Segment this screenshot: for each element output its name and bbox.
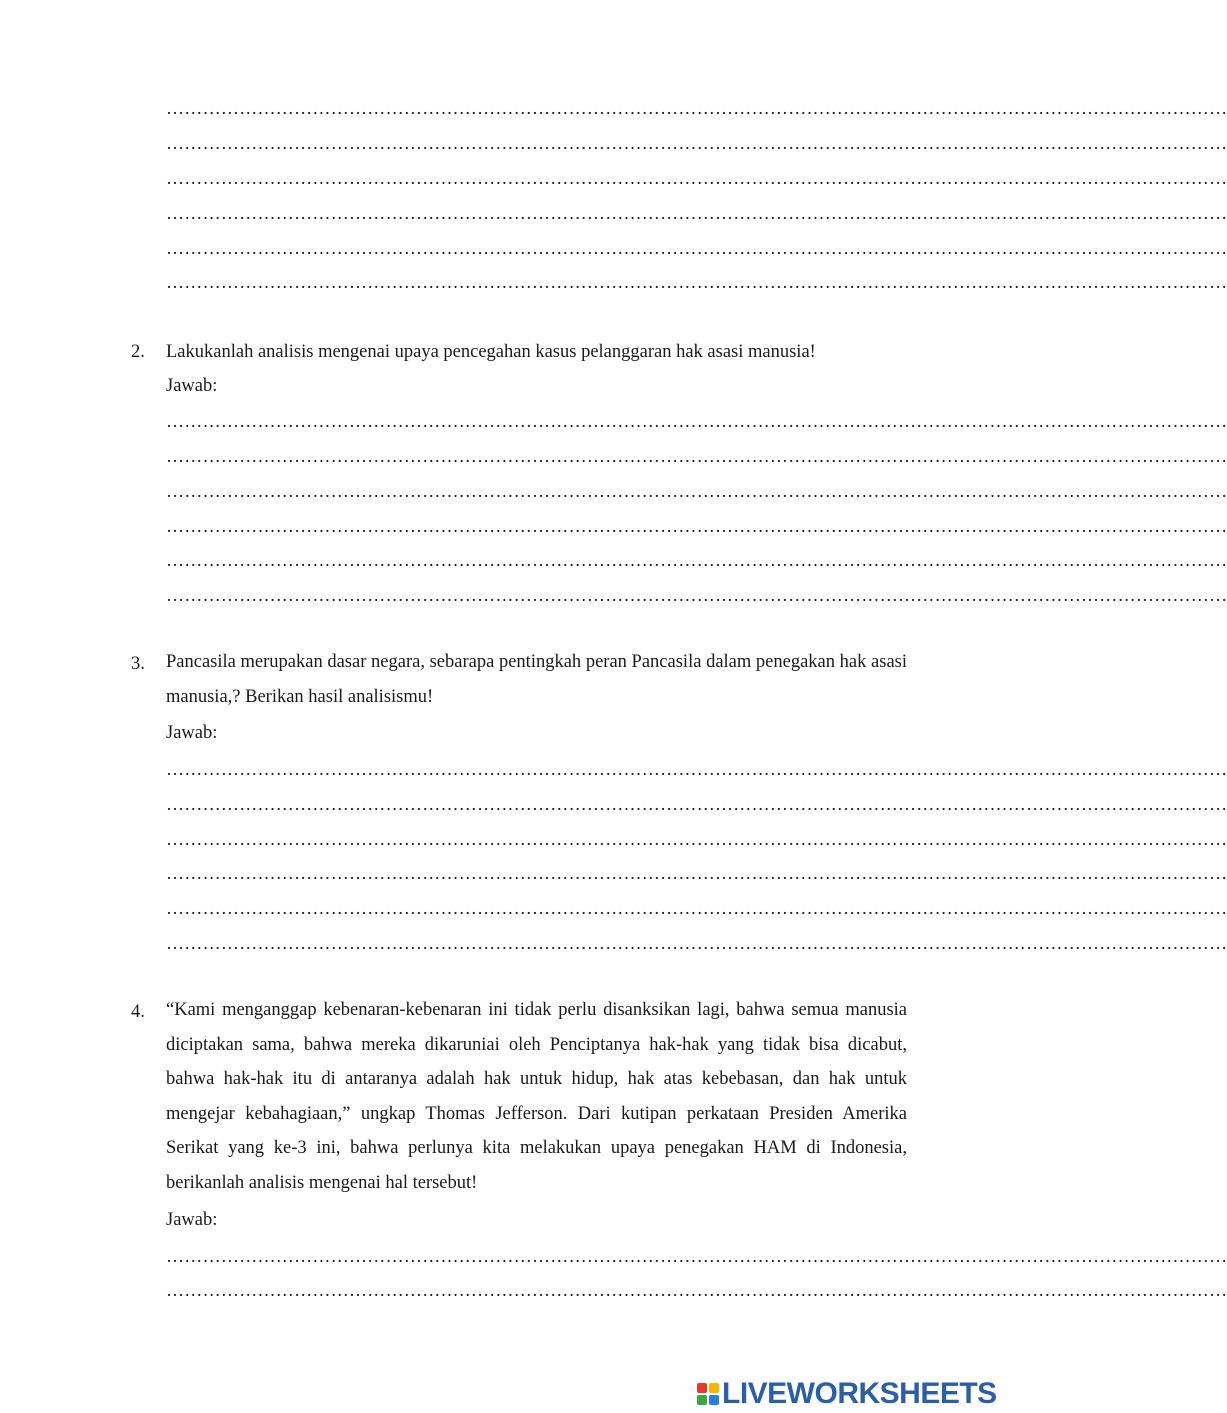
logo-text: LIVEWORKSHEETS (722, 1377, 997, 1410)
answer-line[interactable]: ………………………………………………………………………………………………………………………………………………………… (166, 550, 1227, 570)
answer-line[interactable]: ………………………………………………………………………………………………………………………………………………………… (166, 272, 1227, 292)
answer-line[interactable]: ………………………………………………………………………………………………………………………………………………………… (166, 1280, 1227, 1300)
answer-line[interactable]: ………………………………………………………………………………………………………………………………………………………… (166, 1246, 1227, 1266)
question-number: 4. (131, 1002, 145, 1022)
answer-line[interactable]: ………………………………………………………………………………………………………………………………………………………… (166, 133, 1227, 153)
answer-label: Jawab: (166, 723, 218, 743)
answer-line[interactable]: ………………………………………………………………………………………………………………………………………………………… (166, 863, 1227, 883)
logo-square (697, 1383, 707, 1393)
question-text: “Kami menganggap kebenaran-kebenaran ini tidak perlu disanksikan lagi, bahwa semua manusia diciptakan sama, bahwa mereka dikaruniai oleh Penciptanya hak-hak yang tidak bisa dicabut, bahwa hak-hak itu di antaranya adalah hak untuk hidup, hak atas kebebasan, dan hak untuk mengejar kebahagiaan,” ungkap Thomas Jefferson. Dari kutipan perkataan Presiden Amerika Serikat yang ke-3 ini, bahwa perlunya kita melakukan upaya penegakan HAM di Indonesia, berikanlah analisis mengenai hal tersebut! (166, 1000, 907, 1193)
answer-line[interactable]: ………………………………………………………………………………………………………………………………………………………… (166, 759, 1227, 779)
answer-line[interactable]: ………………………………………………………………………………………………………………………………………………………… (166, 585, 1227, 605)
answer-line[interactable]: ………………………………………………………………………………………………………………………………………………………… (166, 203, 1227, 223)
answer-line[interactable]: ………………………………………………………………………………………………………………………………………………………… (166, 898, 1227, 918)
answer-line[interactable]: ………………………………………………………………………………………………………………………………………………………… (166, 829, 1227, 849)
logo-square (697, 1395, 707, 1405)
answer-line[interactable]: ………………………………………………………………………………………………………………………………………………………… (166, 238, 1227, 258)
answer-line[interactable]: ………………………………………………………………………………………………………………………………………………………… (166, 411, 1227, 431)
answer-line[interactable]: ………………………………………………………………………………………………………………………………………………………… (166, 516, 1227, 536)
answer-line[interactable]: ………………………………………………………………………………………………………………………………………………………… (166, 168, 1227, 188)
logo-square (709, 1383, 719, 1393)
question-text: Pancasila merupakan dasar negara, sebarapa pentingkah peran Pancasila dalam penegakan hak asasi manusia,? Berikan hasil analisismu! (166, 652, 907, 707)
answer-line[interactable]: ………………………………………………………………………………………………………………………………………………………… (166, 481, 1227, 501)
question-number: 3. (131, 654, 145, 674)
answer-line[interactable]: ………………………………………………………………………………………………………………………………………………………… (166, 933, 1227, 953)
answer-line[interactable]: ………………………………………………………………………………………………………………………………………………………… (166, 794, 1227, 814)
question-number: 2. (131, 342, 145, 362)
liveworksheets-logo (697, 1377, 997, 1411)
answer-label: Jawab: (166, 376, 218, 396)
question-text: Lakukanlah analisis mengenai upaya pencegahan kasus pelanggaran hak asasi manusia! (166, 342, 816, 362)
answer-label: Jawab: (166, 1210, 218, 1230)
logo-square (709, 1395, 719, 1405)
liveworksheets-logo-icon (697, 1383, 719, 1405)
answer-line[interactable]: ………………………………………………………………………………………………………………………………………………………… (166, 98, 1227, 118)
answer-line[interactable]: ………………………………………………………………………………………………………………………………………………………… (166, 446, 1227, 466)
